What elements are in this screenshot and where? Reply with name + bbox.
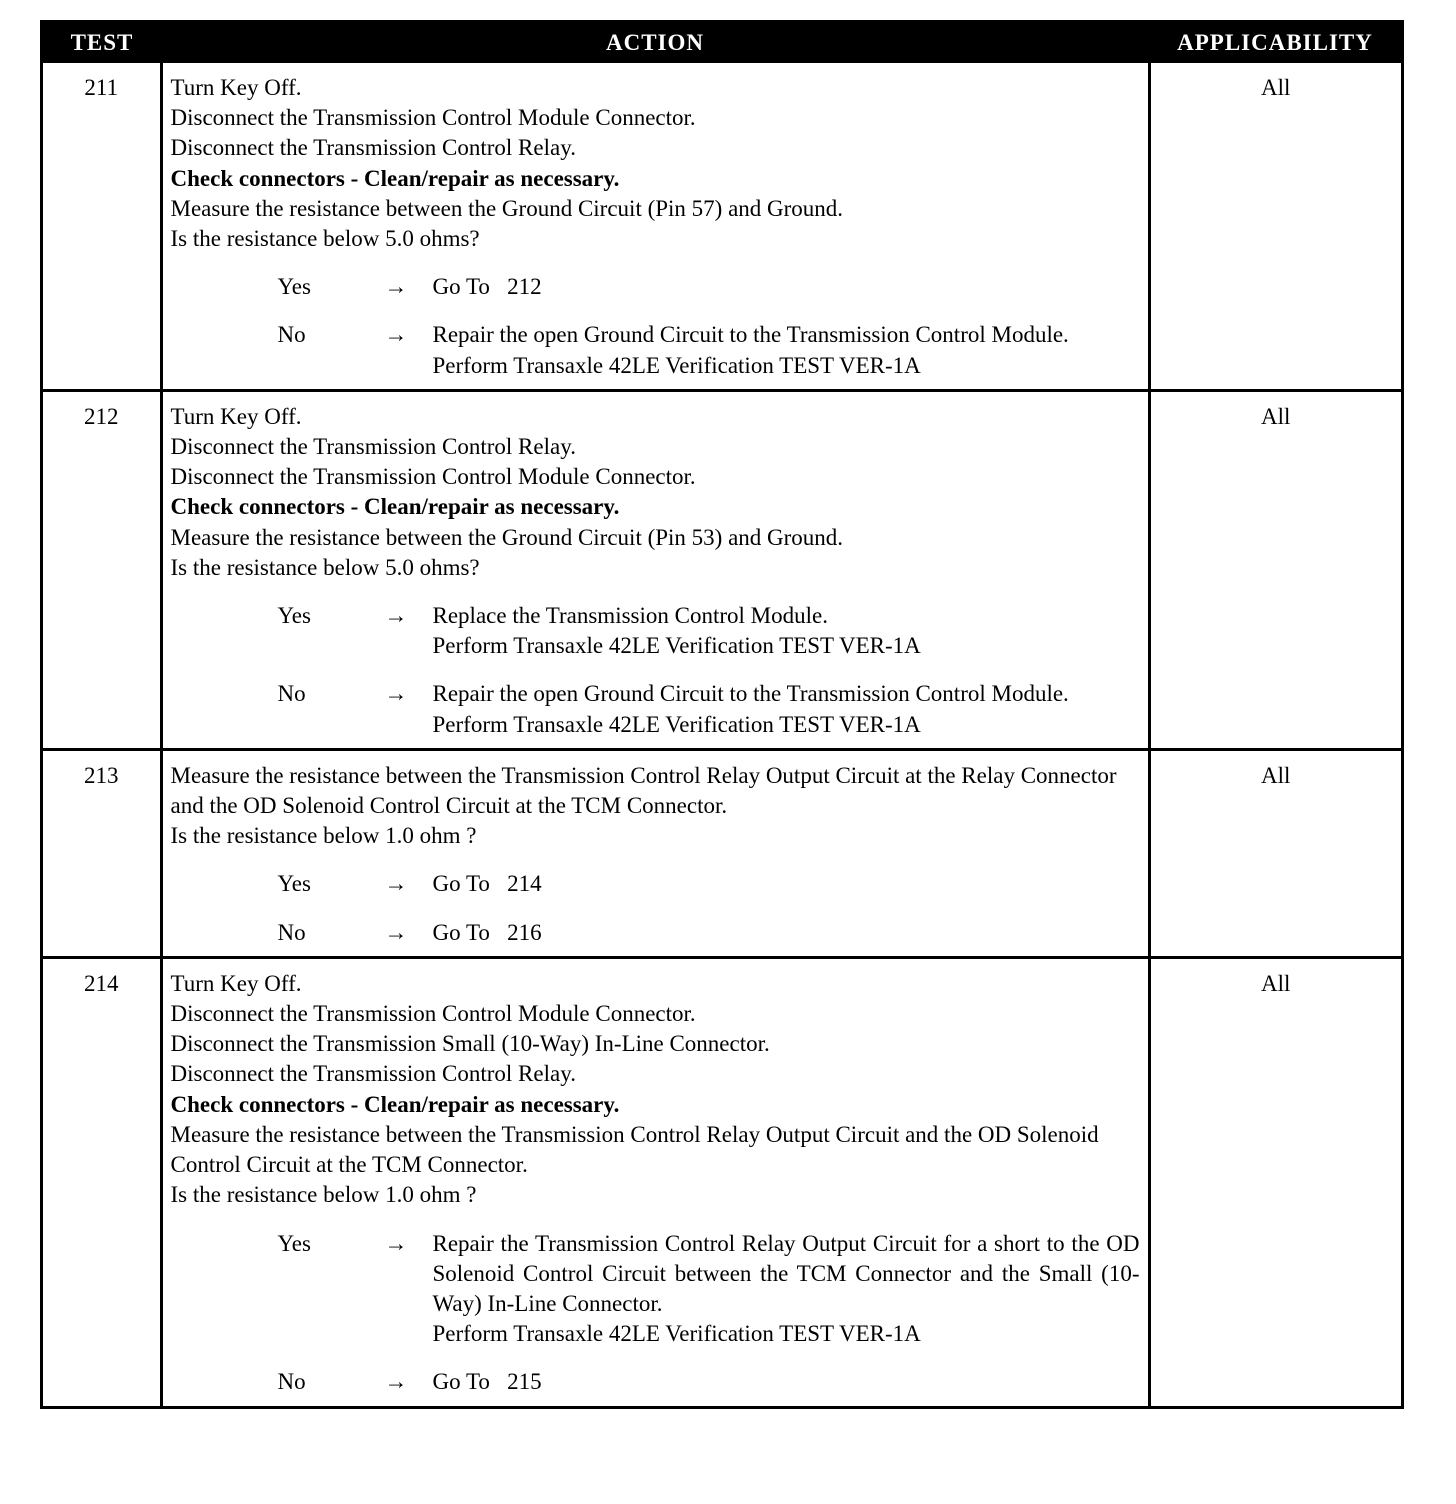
diagnostic-test-table	[40, 20, 1404, 1409]
step-question: Is the resistance below 1.0 ohm ?	[170, 1182, 477, 1208]
step: Measure the resistance between the Transmission Control Relay Output Circuit and the OD Solenoid Control Circuit at the TCM Connector.	[170, 1121, 1099, 1178]
outcome-label: Yes	[277, 274, 311, 300]
result-line: Repair the Transmission Control Relay Output Circuit for a short to the OD Solenoid Control Circuit between the TCM Connector and the Small (10-Way) In-Line Connector.	[432, 1230, 1140, 1316]
outcome-result	[433, 1229, 1140, 1350]
header-row	[43, 23, 1401, 63]
outcomes	[171, 1229, 1140, 1398]
test-row-211	[43, 63, 1401, 390]
result-line: Perform Transaxle 42LE Verification TEST VER-1A	[432, 633, 921, 659]
outcomes	[171, 272, 1140, 381]
test-table	[43, 23, 1401, 1406]
applicability: All	[1149, 390, 1401, 749]
arrow-icon: →	[384, 681, 408, 707]
step-check-connectors: Check connectors - Clean/repair as necessary.	[170, 1091, 620, 1117]
outcome-yes	[171, 1229, 1140, 1350]
outcome-label: Yes	[277, 603, 311, 629]
result-line: Go To 212	[432, 274, 542, 300]
test-number: 213	[43, 749, 161, 957]
test-row-213	[43, 749, 1401, 957]
test-row-214	[43, 957, 1401, 1405]
result-line: Repair the open Ground Circuit to the Transmission Control Module.	[432, 681, 1069, 707]
action-cell	[161, 390, 1149, 749]
result-line: Perform Transaxle 42LE Verification TEST VER-1A	[432, 1321, 921, 1347]
result-line: Go To 215	[432, 1369, 542, 1395]
test-number: 211	[43, 63, 161, 390]
step: Measure the resistance between the Ground Circuit (Pin 57) and Ground.	[170, 195, 844, 221]
step: Turn Key Off.	[170, 403, 302, 429]
step-question: Is the resistance below 1.0 ohm ?	[170, 823, 477, 849]
arrow-icon: →	[384, 274, 408, 300]
step: Measure the resistance between the Ground Circuit (Pin 53) and Ground.	[170, 524, 844, 550]
arrow-icon: →	[384, 1230, 408, 1256]
action-cell	[161, 957, 1149, 1405]
arrow-icon: →	[384, 603, 408, 629]
outcome-label: No	[277, 1369, 306, 1395]
outcome-label: No	[277, 681, 306, 707]
outcomes	[171, 869, 1140, 947]
outcome-label: Yes	[277, 1230, 311, 1256]
outcome-result	[433, 869, 1140, 899]
test-row-212	[43, 390, 1401, 749]
result-line: Perform Transaxle 42LE Verification TEST VER-1A	[432, 711, 921, 737]
outcome-no	[171, 918, 1140, 948]
outcome-label: No	[277, 322, 306, 348]
applicability: All	[1149, 749, 1401, 957]
step-check-connectors: Check connectors - Clean/repair as necessary.	[170, 494, 620, 520]
action-cell	[161, 749, 1149, 957]
outcome-yes	[171, 601, 1140, 661]
outcome-no	[171, 1367, 1140, 1397]
step: Disconnect the Transmission Control Relay.	[170, 1061, 576, 1087]
step: Disconnect the Transmission Control Relay.	[170, 434, 576, 460]
step: Disconnect the Transmission Control Module Connector.	[170, 1001, 696, 1027]
applicability: All	[1149, 63, 1401, 390]
result-line: Go To 214	[432, 871, 542, 897]
step-question: Is the resistance below 5.0 ohms?	[170, 554, 480, 580]
outcome-label: No	[277, 919, 306, 945]
arrow-icon: →	[384, 1369, 408, 1395]
outcome-result	[433, 679, 1140, 739]
step-check-connectors: Check connectors - Clean/repair as necessary.	[170, 165, 620, 191]
outcome-yes	[171, 272, 1140, 302]
outcome-result	[433, 320, 1140, 380]
step: Turn Key Off.	[170, 75, 302, 100]
step: Disconnect the Transmission Control Module Connector.	[170, 105, 696, 131]
outcome-no	[171, 679, 1140, 739]
step: Disconnect the Transmission Control Module Connector.	[170, 464, 696, 490]
outcomes	[171, 601, 1140, 740]
outcome-result	[433, 601, 1140, 661]
header-action: ACTION	[161, 23, 1149, 63]
header-test: TEST	[43, 23, 161, 63]
outcome-yes	[171, 869, 1140, 899]
step: Turn Key Off.	[170, 970, 302, 996]
arrow-icon: →	[384, 919, 408, 945]
step: Disconnect the Transmission Control Relay.	[170, 135, 576, 161]
test-number: 212	[43, 390, 161, 749]
applicability: All	[1149, 957, 1401, 1405]
step-question: Is the resistance below 5.0 ohms?	[170, 226, 480, 252]
result-line: Repair the open Ground Circuit to the Transmission Control Module.	[432, 322, 1069, 348]
outcome-result	[433, 1367, 1140, 1397]
action-cell	[161, 63, 1149, 390]
result-line: Perform Transaxle 42LE Verification TEST VER-1A	[432, 352, 921, 378]
outcome-result	[433, 918, 1140, 948]
header-applicability: APPLICABILITY	[1149, 23, 1401, 63]
result-line: Go To 216	[432, 919, 542, 945]
arrow-icon: →	[384, 322, 408, 348]
outcome-result	[433, 272, 1140, 302]
step: Disconnect the Transmission Small (10-Way) In-Line Connector.	[170, 1031, 770, 1057]
step: Measure the resistance between the Transmission Control Relay Output Circuit at the Relay Connector and the OD Solenoid Control Circuit at the TCM Connector.	[170, 762, 1117, 819]
test-number: 214	[43, 957, 161, 1405]
result-line: Replace the Transmission Control Module.	[432, 603, 828, 629]
arrow-icon: →	[384, 871, 408, 897]
outcome-label: Yes	[277, 871, 311, 897]
outcome-no	[171, 320, 1140, 380]
